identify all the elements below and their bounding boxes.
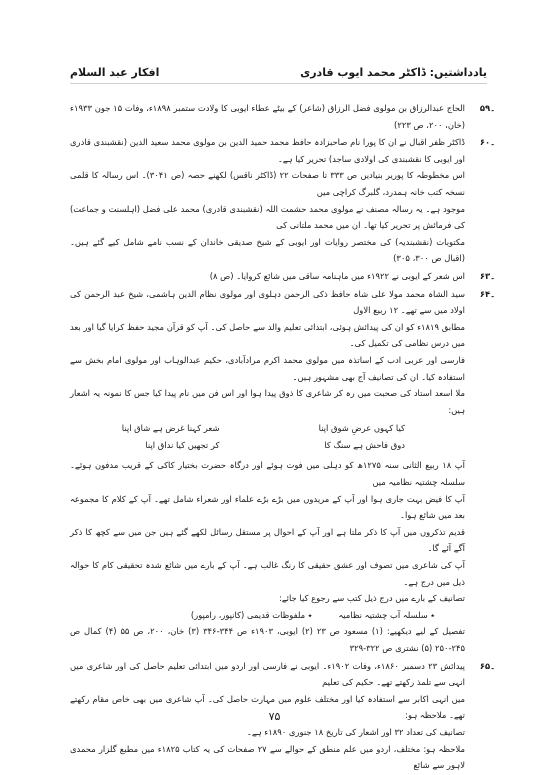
note-line: آپ ۱۸ ربیع الثانی سنہ ۱۲۷۵ھ کو دہلی میں فوت ہوئے اور درگاہ حضرت بختیار کاکی کے قریب مدفون ہوئے۔ سلسلہ چشتیہ نظامیہ میں [70, 460, 466, 488]
work-item: ٭ ملفوظات قدیمی (کانپور، رامپور) [190, 609, 313, 620]
note-line: مکتوبات (نقشبندیہ) کی مختصر روایات اور ایوبی کے شیخ صدیقی خاندان کے نسب نامے شامل کیے گئے ہیں۔ (اقبال ص ۳۰۰، ۳۰۵) [70, 236, 465, 264]
hemistich: شعر کہنا غرض ہے شاق اپنا [121, 423, 220, 434]
note-line: اس شعر کے ایوبی نے ۱۹۲۲ء میں ماہنامہ ساقی میں شائع کروایا۔ (ص ۸) [209, 270, 465, 281]
note-line: قدیم تذکروں میں آپ کا ذکر ملتا ہے اور آپ کے احوال پر مستقل رسائل لکھے گئے ہیں جن میں سے کچھ کا ذکر آگے آئے گا۔ [70, 526, 465, 554]
note-line: میں انہی اکابر سے استفادہ کیا اور مختلف علوم میں مہارت حاصل کی۔ آپ شاعری میں بھی خاص مقام رکھتے تھے۔ ملاحظہ ہو: [70, 693, 465, 721]
note-line: الحاج عبدالرزاق بن مولوی فضل الرزاق (شاعر) کے بیٹے عطاء ایوبی کا ولادت ستمبر ۱۸۹۸ء، وفات ۱۵ جون ۱۹۳۳ء (خان، ۲۰۰، ص ۲۲۳) [70, 103, 465, 130]
note-line: آپ کا فیض بہت جاری ہوا اور آپ کے مریدوں میں بڑے بڑے علماء اور شعراء شامل تھے۔ آپ کے کلام کا مجموعہ بعد میں شائع ہوا۔ [70, 493, 465, 521]
note-number: ۶۰۔ [479, 137, 495, 148]
note-line: ملاحظہ ہو: مختلف، اردو میں علم منطق کے حوالے سے ۲۷ صفحات کی یہ کتاب ۱۸۲۵ء میں مطبع گلزار محمدی لاہور سے شائع [70, 743, 465, 771]
note-number: ۵۹۔ [479, 103, 495, 113]
hemistich: دوق فاحش ہے سنگ کا [324, 439, 405, 450]
couplet [70, 437, 405, 454]
note-entry [70, 268, 495, 285]
note-line: تصانیف کی تعداد ۳۲ اور اشعار کی تاریخ ۱۸ جنوری ۱۸۹۰ء ہے۔ [246, 726, 465, 737]
note-number: ۶۴۔ [479, 288, 495, 299]
note-entry [70, 286, 495, 657]
note-line: ڈاکٹر ظفر اقبال نے ان کا پورا نام صاحبزادہ حافظ محمد حمید الدین بن مولوی محمد سعید الدین (نقشبندی قادری اور ایوبی کا نقشبندی کی اولادی ساجد) تحریر کیا ہے۔ [70, 137, 465, 164]
note-line: اس مخطوطہ کا پوریر بنیادیں ص ۳۳۳ تا صفحات ۲۲ (ڈاکٹر ناقس) لکھنے حصہ (ص ۳۰۴۱)۔ اس رسالہ کا قلمی نسخہ کتب خانہ ہمدرد، گلبرگ کراچی میں [70, 170, 465, 197]
note-line: ملا اسعد استاد کی صحبت میں رہ کر شاعری کا ذوق پیدا ہوا اور اس فن میں نام پیدا کیا جس کا نمونہ یہ اشعار ہیں: [70, 388, 465, 415]
note-line: تصانیف کے بارے میں درج ذیل کتب سے رجوع کیا جائے: [278, 593, 465, 604]
header-left-title: افکار عبد السلام [70, 66, 160, 79]
references-line: تفصیل کے لیے دیکھیے: (۱) مسعود ص ۲۳ (۲) ایوبی، ۱۹۰۳ء ص ۳۴۴-۳۴۶ (۳) خان، ۲۰۰، ص ۵۵ (۴) کمال ص ۲۴۵-۲۵۰ (۵) نشتری ص ۳۲۲-۳۲۹ [70, 626, 466, 653]
note-entry [70, 134, 495, 267]
note-number: ۶۵۔ [479, 660, 495, 671]
page-number: ۷۵ [268, 710, 281, 723]
couplet [70, 420, 405, 437]
page-header [70, 66, 487, 84]
works-list [70, 607, 465, 624]
note-line: مطابق ۱۸۱۹ء کو ان کی پیدائش ہوئی، ابتدائی تعلیم والد سے حاصل کی۔ آپ کو قرآن مجید حفظ کرایا گیا اور بعد میں درس نظامی کی تکمیل کی۔ [70, 321, 465, 349]
note-line: فارسی اور عربی ادب کے اساتذہ میں مولوی محمد اکرم مرادآبادی، حکیم عبدالوہاب اور مولوی امام بخش سے استفادہ کیا۔ ان کی تصانیف آج بھی مشہور ہیں۔ [70, 354, 465, 382]
note-line: آپ کی شاعری میں تصوف اور عشق حقیقی کا رنگ غالب ہے۔ آپ کے بارے میں شائع شدہ تحقیقی کام کا حوالہ ذیل میں درج ہے۔ [70, 560, 465, 587]
note-line: سید الشاہ محمد مولا علی شاہ حافظ ذکی الرحمن دہلوی اور مولوی نظام الدین ہاشمی، شیخ عبد الرحمن کی اولاد میں سے تھے۔ ۱۲ ربیع الاول [70, 288, 465, 316]
note-line: موجود ہے۔ یہ رسالہ مصنف نے مولوی محمد حشمت اللہ (نقشبندی قادری) محمد علی فضل (اہلسنت و جماعت) کی فرمائش پر تحریر کیا تھا۔ ان میں محمد ملتانی کی [70, 203, 465, 231]
note-entry [70, 100, 495, 133]
note-line: پیدائش ۲۳ دسمبر ۱۸۶۰ء، وفات ۱۹۰۲ء۔ ایوبی نے فارسی اور اردو میں ابتدائی تعلیم حاصل کی اور شاعری میں انہی سے تلمذ رکھتے تھے۔ حکیم کی تعلیم [70, 660, 465, 688]
note-number: ۶۳۔ [479, 270, 495, 281]
hemistich: کر تجھیں کیا نداق اپنا [145, 439, 220, 450]
work-item: ٭ سلسلہ آب چشتیہ نظامیہ [338, 609, 435, 620]
header-right-title: یادداشتیں: ڈاکٹر محمد ایوب قادری [300, 66, 487, 79]
notes-body [70, 100, 495, 775]
poetry-couplets [70, 420, 465, 453]
hemistich: کیا کہوں عرضِ شوق اپنا [318, 423, 405, 434]
